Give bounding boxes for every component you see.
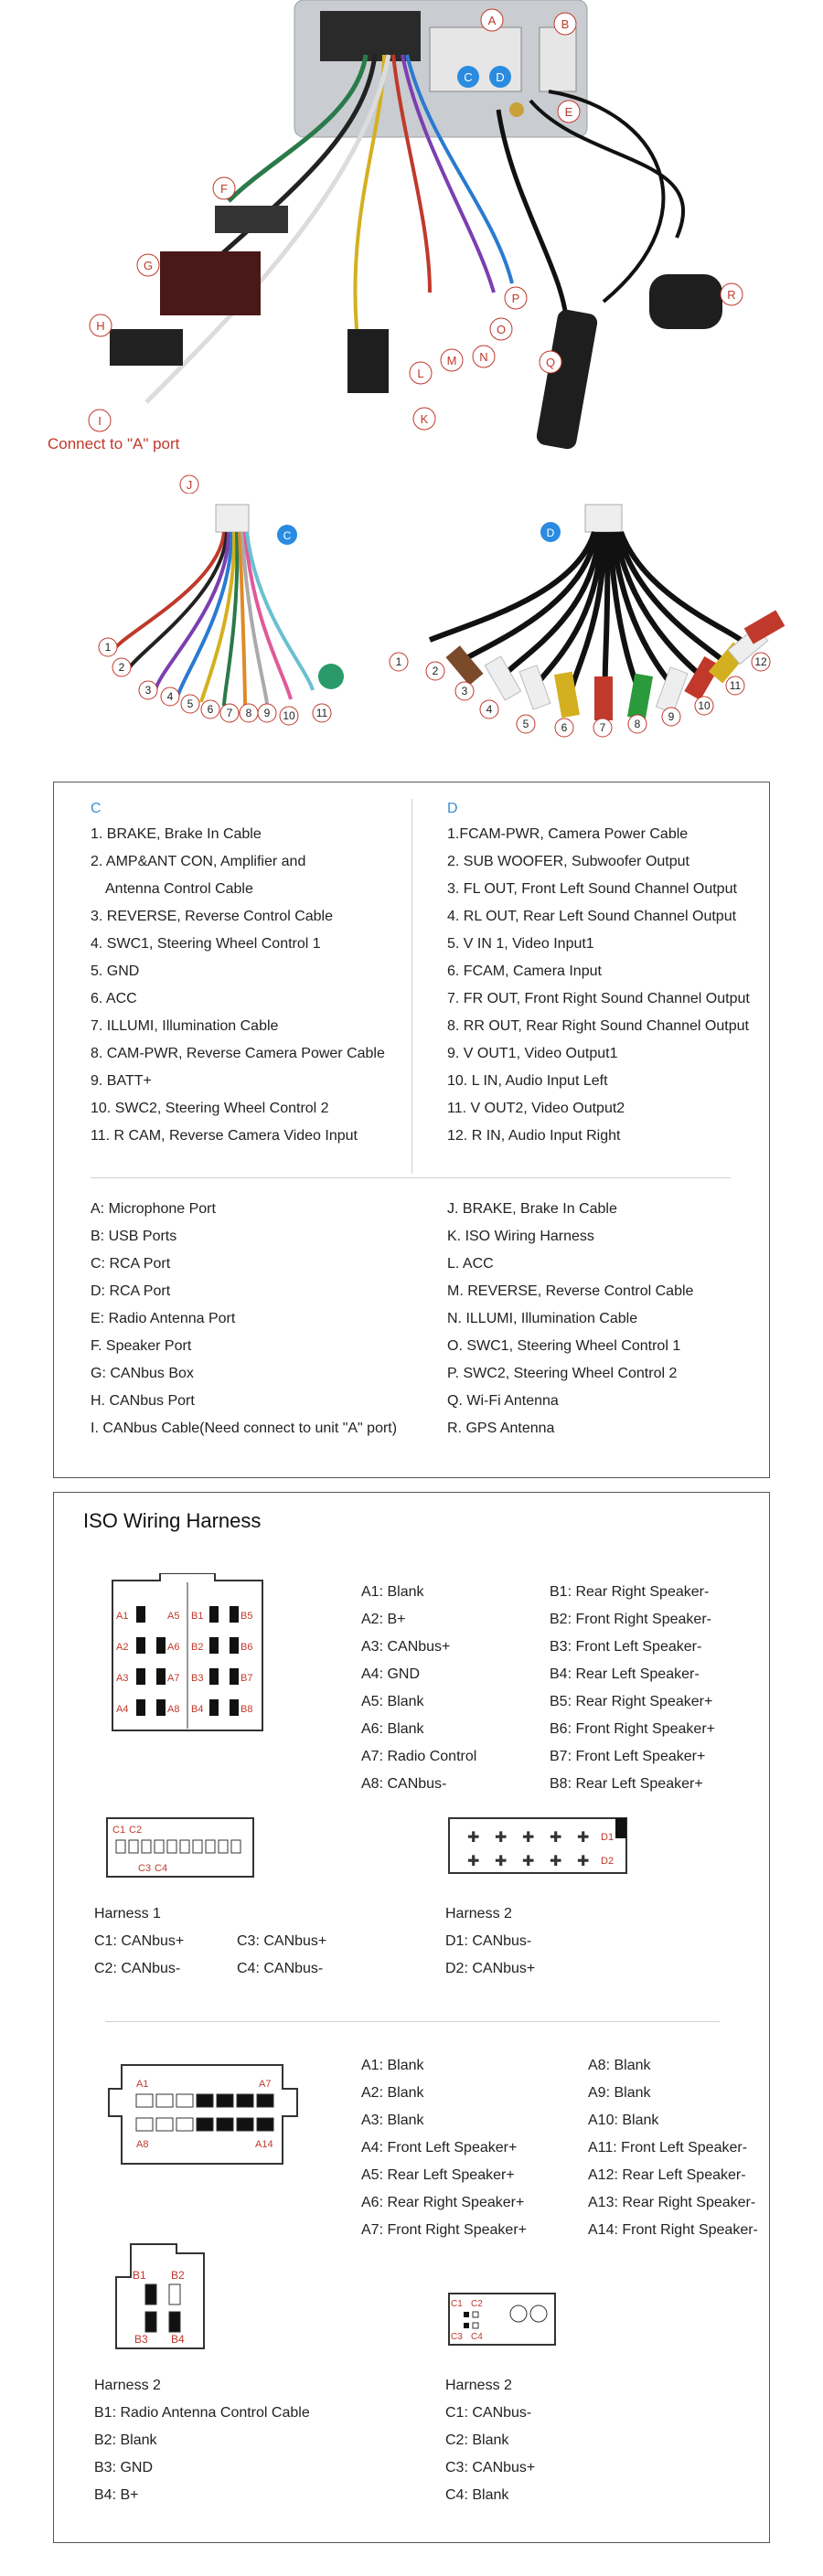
svg-text:8: 8 — [634, 718, 641, 730]
list-item: A7: Radio Control — [361, 1749, 477, 1764]
usb-block — [540, 27, 576, 91]
svg-text:10: 10 — [698, 699, 711, 712]
svg-text:B1: B1 — [133, 2269, 146, 2282]
svg-text:✚: ✚ — [550, 1830, 562, 1846]
list-item: P. SWC2, Steering Wheel Control 2 — [447, 1366, 678, 1381]
list-item: A3: Blank — [361, 2113, 424, 2128]
svg-text:3: 3 — [461, 685, 468, 697]
list-item: A1: Blank — [361, 2058, 424, 2073]
harness-2-b-connector — [112, 2241, 213, 2359]
list-item: A2: Blank — [361, 2085, 424, 2101]
wifi-antenna — [535, 308, 598, 450]
list-item: 2. AMP&ANT CON, Amplifier and — [91, 854, 306, 869]
list-item: A6: Rear Right Speaker+ — [361, 2195, 525, 2210]
list-item: A14: Front Right Speaker- — [588, 2222, 758, 2238]
svg-text:7: 7 — [599, 721, 606, 734]
list-item: 1. BRAKE, Brake In Cable — [91, 826, 262, 842]
conn1-a-list — [361, 1579, 476, 1798]
svg-text:B7: B7 — [240, 1673, 253, 1684]
list-item: A2: B+ — [361, 1612, 406, 1627]
rca-d-badge: D — [546, 527, 555, 539]
list-item: 4. SWC1, Steering Wheel Control 1 — [91, 936, 321, 952]
list-item: B1: Rear Right Speaker- — [550, 1584, 710, 1600]
svg-text:L: L — [417, 367, 424, 380]
harness-1-title: Harness 1 — [94, 1906, 161, 1921]
list-item: A8: Blank — [588, 2058, 651, 2073]
list-item: B8: Rear Left Speaker+ — [550, 1776, 703, 1792]
list-item: 4. RL OUT, Rear Left Sound Channel Output — [447, 909, 737, 924]
list-item: B4: B+ — [94, 2487, 139, 2503]
svg-text:M: M — [446, 354, 457, 367]
list-item: 10. SWC2, Steering Wheel Control 2 — [91, 1101, 329, 1116]
list-item: A7: Front Right Speaker+ — [361, 2222, 527, 2238]
list-item: 3. REVERSE, Reverse Control Cable — [91, 909, 333, 924]
svg-text:C2: C2 — [471, 2299, 483, 2309]
svg-text:C1: C1 — [451, 2299, 463, 2309]
antenna-port — [509, 102, 524, 117]
svg-text:B5: B5 — [240, 1611, 253, 1622]
svg-text:C4: C4 — [155, 1863, 168, 1874]
svg-text:4: 4 — [166, 690, 174, 703]
ports-right-list — [447, 1196, 693, 1442]
svg-text:A7: A7 — [167, 1673, 180, 1684]
svg-text:✚: ✚ — [495, 1830, 508, 1846]
harness-4-title: Harness 2 — [445, 2378, 512, 2393]
harness-1-item: C4: CANbus- — [237, 1961, 324, 1976]
svg-text:A2: A2 — [116, 1642, 129, 1653]
svg-text:B4: B4 — [191, 1704, 204, 1715]
iso-connector-1 — [105, 1573, 270, 1738]
list-item: E: Radio Antenna Port — [91, 1311, 236, 1326]
svg-text:A6: A6 — [167, 1642, 180, 1653]
conn1-b-list — [550, 1579, 715, 1798]
harness-1-connector — [105, 1815, 261, 1882]
harness-2-c-connector — [447, 2292, 557, 2350]
harness-2-item: D2: CANbus+ — [445, 1961, 536, 1976]
legend-c-list — [91, 821, 385, 1150]
svg-text:6: 6 — [561, 721, 568, 734]
svg-text:A7: A7 — [259, 2079, 272, 2090]
wiring-photo — [0, 0, 823, 494]
list-item: A10: Blank — [588, 2113, 659, 2128]
list-item: F. Speaker Port — [91, 1338, 192, 1354]
list-item: C: RCA Port — [91, 1256, 171, 1272]
wiring-photo-illustration — [0, 0, 823, 494]
svg-text:10: 10 — [283, 709, 295, 722]
harness-1-item: C3: CANbus+ — [237, 1933, 327, 1949]
list-item: B2: Blank — [94, 2432, 157, 2448]
list-item: A: Microphone Port — [91, 1201, 216, 1217]
svg-text:B4: B4 — [171, 2333, 185, 2346]
list-item: 8. RR OUT, Rear Right Sound Channel Output — [447, 1018, 749, 1034]
list-item: C1: CANbus- — [445, 2405, 532, 2421]
svg-text:B3: B3 — [134, 2333, 148, 2346]
list-item: B2: Front Right Speaker- — [550, 1612, 711, 1627]
svg-text:C1: C1 — [112, 1825, 126, 1836]
list-item: 5. GND — [91, 963, 140, 979]
svg-text:D: D — [496, 70, 505, 84]
svg-text:C4: C4 — [471, 2332, 483, 2342]
iso-connector-2 — [103, 2061, 305, 2171]
svg-text:N: N — [479, 350, 488, 364]
svg-text:A8: A8 — [136, 2139, 149, 2150]
svg-text:K: K — [420, 412, 429, 426]
list-item: A1: Blank — [361, 1584, 424, 1600]
list-item: B6: Front Right Speaker+ — [550, 1721, 715, 1737]
list-item: A5: Rear Left Speaker+ — [361, 2167, 515, 2183]
list-item: 7. FR OUT, Front Right Sound Channel Output — [447, 991, 750, 1006]
svg-text:11: 11 — [315, 707, 328, 719]
svg-text:A5: A5 — [167, 1611, 180, 1622]
svg-text:D1: D1 — [601, 1832, 615, 1843]
svg-text:1: 1 — [104, 641, 112, 654]
list-item: A13: Rear Right Speaker- — [588, 2195, 756, 2210]
svg-text:A: A — [487, 14, 497, 27]
list-item: H. CANbus Port — [91, 1393, 195, 1409]
svg-text:✚: ✚ — [467, 1854, 480, 1869]
list-item: B4: Rear Left Speaker- — [550, 1666, 700, 1682]
iso-panel — [53, 1492, 770, 2543]
list-item: A12: Rear Left Speaker- — [588, 2167, 746, 2183]
list-item: C2: Blank — [445, 2432, 509, 2448]
svg-text:B8: B8 — [240, 1704, 253, 1715]
list-item: I. CANbus Cable(Need connect to unit "A" port) — [91, 1421, 398, 1436]
list-item: 7. ILLUMI, Illumination Cable — [91, 1018, 279, 1034]
list-item: C3: CANbus+ — [445, 2460, 536, 2475]
harness-1-item: C1: CANbus+ — [94, 1933, 185, 1949]
legend-d-header: D — [447, 801, 458, 816]
list-item: M. REVERSE, Reverse Control Cable — [447, 1283, 694, 1299]
svg-text:A1: A1 — [136, 2079, 149, 2090]
svg-text:2: 2 — [432, 665, 439, 677]
legend-c-header: C — [91, 801, 102, 816]
svg-text:I: I — [98, 414, 102, 428]
svg-text:F: F — [220, 182, 228, 196]
list-item: 2. SUB WOOFER, Subwoofer Output — [447, 854, 689, 869]
svg-text:5: 5 — [187, 697, 194, 710]
svg-text:C3: C3 — [451, 2332, 463, 2342]
list-item: 11. V OUT2, Video Output2 — [447, 1101, 625, 1116]
svg-text:6: 6 — [207, 703, 214, 716]
svg-text:J: J — [186, 478, 193, 492]
rca-c-badge: C — [283, 529, 292, 542]
svg-text:B6: B6 — [240, 1642, 253, 1653]
svg-text:✚: ✚ — [467, 1830, 480, 1846]
list-item: N. ILLUMI, Illumination Cable — [447, 1311, 638, 1326]
svg-text:B2: B2 — [191, 1642, 204, 1653]
list-item: A9: Blank — [588, 2085, 651, 2101]
canbus-box — [160, 251, 261, 315]
speaker-port-plug — [215, 206, 288, 233]
iso-harness-plug — [347, 329, 389, 393]
list-item: A3: CANbus+ — [361, 1639, 451, 1655]
list-item: 8. CAM-PWR, Reverse Camera Power Cable — [91, 1046, 385, 1061]
svg-text:G: G — [143, 259, 154, 272]
list-item: A4: GND — [361, 1666, 421, 1682]
list-item: B5: Rear Right Speaker+ — [550, 1694, 713, 1709]
harness-1-item: C2: CANbus- — [94, 1961, 181, 1976]
list-item: C4: Blank — [445, 2487, 509, 2503]
list-item: A8: CANbus- — [361, 1776, 447, 1792]
harness-3-list — [94, 2372, 310, 2509]
list-item: B3: Front Left Speaker- — [550, 1639, 702, 1655]
svg-text:C2: C2 — [129, 1825, 143, 1836]
list-item: 6. ACC — [91, 991, 137, 1006]
list-item: B7: Front Left Speaker+ — [550, 1749, 706, 1764]
list-item: 10. L IN, Audio Input Left — [447, 1073, 608, 1089]
svg-text:H: H — [96, 319, 105, 333]
list-item: K. ISO Wiring Harness — [447, 1229, 594, 1244]
harness-2-item: D1: CANbus- — [445, 1933, 532, 1949]
iso-separator — [105, 2021, 720, 2022]
svg-text:B: B — [561, 17, 570, 31]
list-item: B: USB Ports — [91, 1229, 177, 1244]
svg-text:A1: A1 — [116, 1611, 129, 1622]
list-item: 1.FCAM-PWR, Camera Power Cable — [447, 826, 689, 842]
harness-3-title: Harness 2 — [94, 2378, 161, 2393]
list-item: 3. FL OUT, Front Left Sound Channel Output — [447, 881, 737, 897]
svg-text:✚: ✚ — [577, 1830, 590, 1846]
rca-cables — [0, 494, 823, 759]
svg-text:2: 2 — [118, 661, 125, 674]
list-item: 5. V IN 1, Video Input1 — [447, 936, 594, 952]
list-item: O. SWC1, Steering Wheel Control 1 — [447, 1338, 681, 1354]
legend-panel — [53, 782, 770, 1478]
harness-socket — [320, 11, 421, 61]
svg-text:B3: B3 — [191, 1673, 204, 1684]
svg-text:A14: A14 — [255, 2139, 273, 2150]
list-item: J. BRAKE, Brake In Cable — [447, 1201, 617, 1217]
list-item: B1: Radio Antenna Control Cable — [94, 2405, 310, 2421]
svg-text:A8: A8 — [167, 1704, 180, 1715]
svg-text:5: 5 — [522, 718, 529, 730]
svg-text:D2: D2 — [601, 1856, 615, 1867]
list-item: A5: Blank — [361, 1694, 424, 1709]
svg-text:11: 11 — [729, 679, 742, 692]
svg-text:C3: C3 — [138, 1863, 152, 1874]
harness-2-d-connector — [447, 1815, 630, 1879]
svg-text:8: 8 — [245, 707, 252, 719]
svg-text:1: 1 — [395, 655, 402, 668]
svg-text:A4: A4 — [116, 1704, 129, 1715]
svg-text:R: R — [727, 288, 736, 302]
gps-antenna — [649, 274, 722, 329]
harness-4-list — [445, 2372, 535, 2509]
rca-illustration — [0, 494, 823, 759]
svg-text:✚: ✚ — [495, 1854, 508, 1869]
harness-2-title: Harness 2 — [445, 1906, 512, 1921]
svg-text:9: 9 — [668, 710, 675, 723]
svg-text:A3: A3 — [116, 1673, 129, 1684]
list-item: R. GPS Antenna — [447, 1421, 555, 1436]
svg-text:B2: B2 — [171, 2269, 185, 2282]
svg-text:7: 7 — [226, 707, 233, 719]
list-item: A4: Front Left Speaker+ — [361, 2140, 518, 2156]
svg-text:4: 4 — [486, 703, 493, 716]
list-item: 9. BATT+ — [91, 1073, 152, 1089]
svg-text:E: E — [564, 105, 573, 119]
svg-text:P: P — [511, 292, 520, 305]
svg-text:Q: Q — [545, 356, 556, 369]
svg-text:9: 9 — [263, 707, 271, 719]
list-item: L. ACC — [447, 1256, 494, 1272]
svg-text:B1: B1 — [191, 1611, 204, 1622]
svg-text:✚: ✚ — [577, 1854, 590, 1869]
list-item: 6. FCAM, Camera Input — [447, 963, 602, 979]
list-item: 9. V OUT1, Video Output1 — [447, 1046, 618, 1061]
svg-text:12: 12 — [754, 655, 767, 668]
iso-title: ISO Wiring Harness — [83, 1509, 262, 1532]
svg-text:✚: ✚ — [550, 1854, 562, 1869]
legend-d-list — [447, 821, 750, 1150]
svg-text:C: C — [464, 70, 473, 84]
list-item: A11: Front Left Speaker- — [588, 2140, 748, 2156]
list-item: D: RCA Port — [91, 1283, 171, 1299]
conn2-col1-list — [361, 2052, 527, 2244]
list-item: G: CANbus Box — [91, 1366, 194, 1381]
svg-text:✚: ✚ — [522, 1830, 535, 1846]
list-item: 11. R CAM, Reverse Camera Video Input — [91, 1128, 358, 1144]
list-item: B3: GND — [94, 2460, 154, 2475]
svg-text:✚: ✚ — [522, 1854, 535, 1869]
conn2-col2-list — [588, 2052, 758, 2244]
list-item: 12. R IN, Audio Input Right — [447, 1128, 621, 1144]
rca-c-numbers — [99, 638, 331, 725]
list-item: Q. Wi-Fi Antenna — [447, 1393, 559, 1409]
ports-left-list — [91, 1196, 397, 1442]
canbus-port-plug — [110, 329, 183, 366]
connect-note: Connect to "A" port — [48, 435, 180, 452]
svg-text:O: O — [496, 323, 507, 336]
svg-text:3: 3 — [144, 684, 152, 697]
list-item: Antenna Control Cable — [105, 881, 253, 897]
legend-separator — [91, 1177, 731, 1178]
list-item: A6: Blank — [361, 1721, 424, 1737]
